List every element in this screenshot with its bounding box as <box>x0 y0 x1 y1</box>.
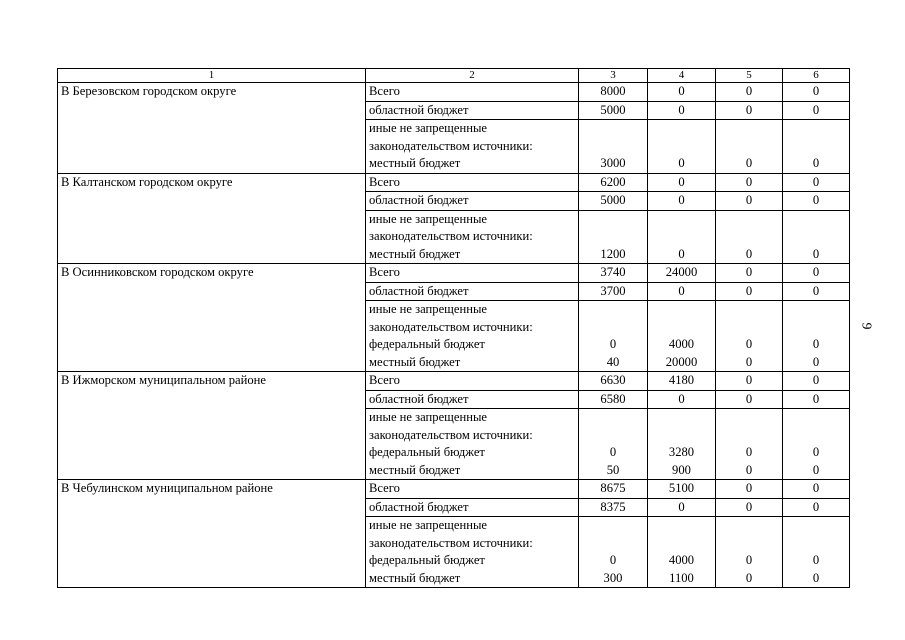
sub-value: 0 <box>609 553 617 567</box>
value-cell: 0 <box>783 83 850 102</box>
value-cell <box>783 517 850 588</box>
table-row <box>58 83 850 102</box>
value-cell <box>783 210 850 264</box>
sub-value: 0 <box>745 570 753 585</box>
value-cell: 6200 <box>579 173 648 192</box>
sub-value: 0 <box>745 156 753 170</box>
value-cell: 0 <box>716 390 783 409</box>
label-line: законодательством источники: <box>369 319 533 334</box>
sub-value: 0 <box>745 337 753 351</box>
label-line: иные не запрещенные <box>369 211 487 226</box>
sub-source-label: местный бюджет <box>369 462 461 477</box>
row-label: Всего <box>366 83 579 102</box>
value-cell <box>716 210 783 264</box>
other-sources-label <box>366 210 579 264</box>
sub-value: 0 <box>745 354 753 369</box>
label-line: законодательством источники: <box>369 229 533 243</box>
column-header: 2 <box>366 69 579 83</box>
sub-value: 0 <box>678 156 685 170</box>
value-cell <box>648 120 716 174</box>
value-cell: 0 <box>783 282 850 301</box>
value-cell: 0 <box>783 101 850 120</box>
value-cell: 0 <box>648 83 716 102</box>
sub-value: 0 <box>812 553 820 567</box>
table-row <box>58 480 850 499</box>
value-cell: 0 <box>716 264 783 283</box>
row-label: Всего <box>366 173 579 192</box>
other-sources-label <box>366 301 579 372</box>
value-cell <box>783 301 850 372</box>
district-name: В Калтанском городском округе <box>58 173 366 264</box>
sub-value: 40 <box>606 354 620 369</box>
sub-value: 300 <box>603 570 623 585</box>
sub-source-label: местный бюджет <box>369 246 461 261</box>
column-header: 3 <box>579 69 648 83</box>
row-label: областной бюджет <box>366 390 579 409</box>
value-cell <box>579 301 648 372</box>
sub-source-label: местный бюджет <box>369 156 461 170</box>
sub-source-label: федеральный бюджет <box>369 553 485 567</box>
column-header: 1 <box>58 69 366 83</box>
label-line: законодательством источники: <box>369 427 533 442</box>
value-cell: 0 <box>716 192 783 211</box>
value-cell: 0 <box>783 192 850 211</box>
sub-value: 4000 <box>668 553 695 567</box>
value-cell <box>648 210 716 264</box>
value-cell <box>648 409 716 480</box>
value-cell: 0 <box>648 101 716 120</box>
value-cell: 8000 <box>579 83 648 102</box>
table-row <box>58 173 850 192</box>
sub-value: 0 <box>609 445 617 459</box>
value-cell: 8675 <box>579 480 648 499</box>
page-number: 9 <box>858 322 874 330</box>
value-cell: 0 <box>716 498 783 517</box>
row-label: областной бюджет <box>366 282 579 301</box>
value-cell: 0 <box>648 390 716 409</box>
label-line: законодательством источники: <box>369 138 533 153</box>
sub-source-label: федеральный бюджет <box>369 337 485 351</box>
value-cell: 0 <box>716 173 783 192</box>
value-cell: 0 <box>648 192 716 211</box>
value-cell: 4180 <box>648 372 716 391</box>
value-cell: 0 <box>783 390 850 409</box>
table-row <box>58 264 850 283</box>
row-label: областной бюджет <box>366 498 579 517</box>
value-cell <box>579 409 648 480</box>
sub-value: 50 <box>606 462 620 477</box>
value-cell <box>716 301 783 372</box>
sub-value: 0 <box>745 445 753 459</box>
value-cell: 0 <box>648 498 716 517</box>
value-cell: 0 <box>783 480 850 499</box>
value-cell <box>716 409 783 480</box>
sub-value: 0 <box>812 246 820 261</box>
value-cell: 0 <box>783 498 850 517</box>
sub-value: 0 <box>678 246 685 261</box>
value-cell: 5000 <box>579 192 648 211</box>
row-label: областной бюджет <box>366 192 579 211</box>
sub-value: 0 <box>745 462 753 477</box>
value-cell <box>579 120 648 174</box>
value-cell: 6630 <box>579 372 648 391</box>
value-cell: 8375 <box>579 498 648 517</box>
label-line: законодательством источники: <box>369 535 533 550</box>
sub-value: 900 <box>672 462 691 477</box>
district-name: В Березовском городском округе <box>58 83 366 174</box>
value-cell <box>716 517 783 588</box>
sub-value: 1100 <box>669 570 694 585</box>
row-label: Всего <box>366 372 579 391</box>
sub-value: 0 <box>745 246 753 261</box>
label-line: иные не запрещенные <box>369 302 487 316</box>
value-cell: 0 <box>716 480 783 499</box>
other-sources-label <box>366 409 579 480</box>
value-cell <box>579 517 648 588</box>
sub-value: 0 <box>812 354 820 369</box>
district-name: В Чебулинском муниципальном районе <box>58 480 366 588</box>
sub-value: 3000 <box>600 156 626 170</box>
budget-table <box>57 68 850 588</box>
sub-value: 20000 <box>665 354 698 369</box>
sub-value: 0 <box>812 337 820 351</box>
label-line: иные не запрещенные <box>369 518 487 532</box>
district-name: В Ижморском муниципальном районе <box>58 372 366 480</box>
sub-value: 0 <box>812 462 820 477</box>
value-cell: 0 <box>648 282 716 301</box>
value-cell: 6580 <box>579 390 648 409</box>
row-label: Всего <box>366 264 579 283</box>
value-cell <box>648 517 716 588</box>
row-label: Всего <box>366 480 579 499</box>
sub-value: 4000 <box>668 337 695 351</box>
value-cell <box>783 409 850 480</box>
value-cell: 0 <box>783 264 850 283</box>
header-row <box>58 69 850 83</box>
column-header: 4 <box>648 69 716 83</box>
sub-value: 0 <box>609 337 617 351</box>
sub-source-label: федеральный бюджет <box>369 445 485 459</box>
district-name: В Осинниковском городском округе <box>58 264 366 372</box>
value-cell: 0 <box>716 282 783 301</box>
value-cell: 24000 <box>648 264 716 283</box>
sub-value: 1200 <box>600 246 626 261</box>
other-sources-label <box>366 517 579 588</box>
value-cell: 5000 <box>579 101 648 120</box>
value-cell: 0 <box>716 372 783 391</box>
value-cell: 5100 <box>648 480 716 499</box>
row-label: областной бюджет <box>366 101 579 120</box>
sub-source-label: местный бюджет <box>369 570 461 585</box>
value-cell: 0 <box>716 101 783 120</box>
value-cell: 3700 <box>579 282 648 301</box>
sub-source-label: местный бюджет <box>369 354 461 369</box>
other-sources-label <box>366 120 579 174</box>
column-header: 6 <box>783 69 850 83</box>
value-cell: 3740 <box>579 264 648 283</box>
column-header: 5 <box>716 69 783 83</box>
label-line: иные не запрещенные <box>369 410 487 424</box>
sub-value: 0 <box>812 445 820 459</box>
sub-value: 0 <box>812 156 820 170</box>
sub-value: 3280 <box>668 445 695 459</box>
value-cell: 0 <box>783 372 850 391</box>
value-cell: 0 <box>716 83 783 102</box>
value-cell <box>716 120 783 174</box>
value-cell <box>648 301 716 372</box>
sub-value: 0 <box>745 553 753 567</box>
sub-value: 0 <box>812 570 820 585</box>
value-cell: 0 <box>648 173 716 192</box>
table-row <box>58 372 850 391</box>
value-cell <box>579 210 648 264</box>
value-cell: 0 <box>783 173 850 192</box>
label-line: иные не запрещенные <box>369 121 487 135</box>
value-cell <box>783 120 850 174</box>
